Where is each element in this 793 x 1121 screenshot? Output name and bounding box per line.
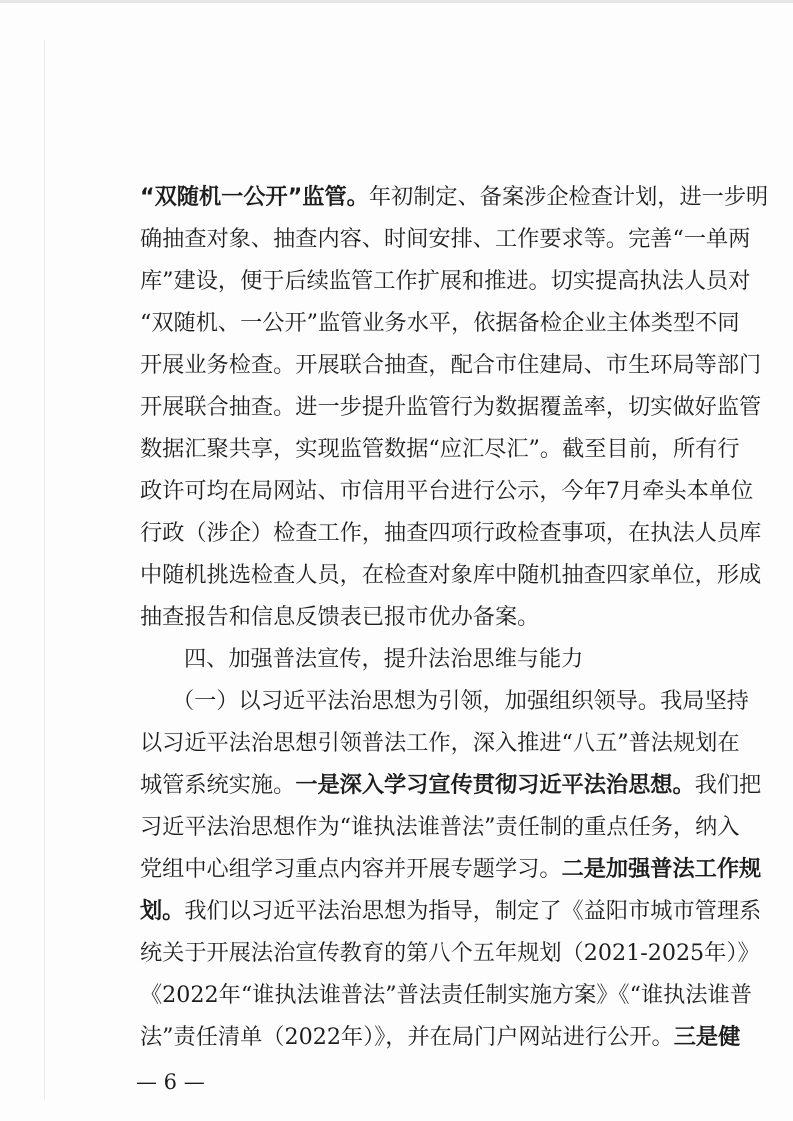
bold-phrase: 二是加强普法工作规 <box>561 856 762 882</box>
text-line-14: 以习近平法治思想引领普法工作，深入推进“八五”普法规划在 <box>140 730 740 756</box>
text-line-3: 库”建设，便于后续监管工作扩展和推进。切实提高执法人员对 <box>140 268 751 294</box>
text-line-18: 划。我们以习近平法治思想为指导，制定了《益阳市城市管理系 <box>140 898 762 924</box>
text-line-9: 行政（涉企）检查工作，抽查四项行政检查事项，在执法人员库 <box>140 520 762 546</box>
text-line-7: 数据汇聚共享，实现监管数据“应汇尽汇”。截至目前，所有行 <box>140 436 740 462</box>
scan-edge-top <box>0 0 793 3</box>
page-number: — 6 — <box>136 1070 205 1094</box>
text-line-8: 政许可均在局网站、市信用平台进行公示，今年7月牵头本单位 <box>140 478 754 504</box>
text-line-19: 统关于开展法治宣传教育的第八个五年规划（2021-2025年）》 <box>140 940 760 966</box>
text-line-4: “双随机、一公开”监管业务水平，依据备检企业主体类型不同 <box>140 310 740 336</box>
bold-phrase: “双随机一公开”监管。 <box>140 184 369 210</box>
section-heading: 四、加强普法宣传，提升法治思维与能力 <box>184 646 584 672</box>
bold-phrase: 一是深入学习宣传贯彻习近平法治思想。 <box>295 772 695 798</box>
text-line-11: 抽查报告和信息反馈表已报市优办备案。 <box>140 604 540 630</box>
text-line-10: 中随机挑选检查人员，在检查对象库中随机抽查四家单位，形成 <box>140 562 762 588</box>
scan-edge-left <box>44 40 45 1100</box>
text-line-6: 开展联合抽查。进一步提升监管行为数据覆盖率，切实做好监管 <box>140 394 762 420</box>
text-line-15: 城管系统实施。一是深入学习宣传贯彻习近平法治思想。我们把 <box>140 772 762 798</box>
bold-phrase: 划。 <box>140 898 185 924</box>
text-line-2: 确抽查对象、抽查内容、时间安排、工作要求等。完善“一单两 <box>140 226 751 252</box>
text-line-17: 党组中心组学习重点内容并开展专题学习。二是加强普法工作规 <box>140 856 762 882</box>
bold-phrase: 三是健 <box>673 1024 741 1050</box>
text-line-5: 开展业务检查。开展联合抽查，配合市住建局、市生环局等部门 <box>140 352 762 378</box>
subsection-heading: （一）以习近平法治思想为引领，加强组织领导。我局坚持 <box>172 688 749 714</box>
text-line-21: 法”责任清单（2022年）》，并在局门户网站进行公开。三是健 <box>140 1024 741 1050</box>
text-line-20: 《2022年“谁执法谁普法”普法责任制实施方案》《“谁执法谁普 <box>140 982 752 1008</box>
text-line-1: “双随机一公开”监管。年初制定、备案涉企检查计划，进一步明 <box>140 184 769 210</box>
text-line-16: 习近平法治思想作为“谁执法谁普法”责任制的重点任务，纳入 <box>140 814 740 840</box>
